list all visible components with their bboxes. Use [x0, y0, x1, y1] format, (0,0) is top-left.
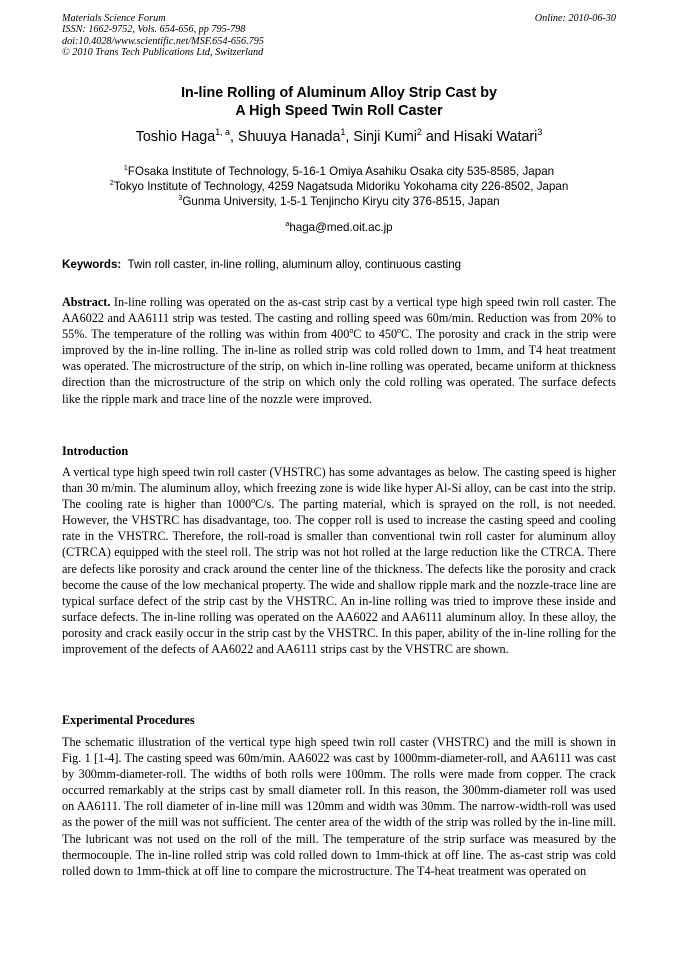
- introduction-heading: Introduction: [62, 444, 129, 458]
- title-line-1: In-line Rolling of Aluminum Alloy Strip Cast by: [181, 85, 497, 101]
- affiliation-2-text: Tokyo Institute of Technology, 4259 Nagatsuda Midoriku Yokohama city 226-8502, Japan: [113, 180, 569, 193]
- abstract-degree-2: o: [397, 326, 402, 336]
- keywords-text: Twin roll caster, in-line rolling, aluminum alloy, continuous casting: [121, 258, 462, 271]
- journal-doi: doi:10.4028/www.scientific.net/MSF.654-656.795: [62, 35, 264, 47]
- abstract-text-2: C to 450: [353, 327, 398, 342]
- author-1: Toshio Haga: [135, 129, 216, 145]
- journal-copyright: © 2010 Trans Tech Publications Ltd, Switzerland: [62, 47, 264, 59]
- introduction-text-2: C/s. The parting material, which is sprayed on the roll, is not needed. However, the VHSTRC has disadvantage, too. The copper roll is used to increase the casting speed and cooling rate in the VHSTRC. Therefore, the roll-road is smaller than conventional twin roll caster for aluminum alloy (CTRCA) equipped with the steel roll. The strip was not hot rolled at the large reduction like the CTRCA. There are defects like porosity and crack around the center line of the thickness. The defects like the porosity and crack become the cause of the low mechanical property. The wide and shallow ripple mark and the nozzle-trace line are typical surface defect of the strip cast by the VHSTRC. An in-line rolling was tried to improve these inside and surface defects. The in-line rolling was operated on the AA6022 and AA6111 aluminum alloy. In these alloy, the porosity and crack easily occur in the strip cast by the VHSTRC. In this paper, ability of the in-line rolling for the improvement of the defects of AA6022 and AA6111 strips cast by the VHSTRC are shown.: [62, 497, 617, 657]
- abstract-label: Abstract.: [62, 295, 111, 309]
- title-line-2: A High Speed Twin Roll Caster: [235, 103, 443, 119]
- abstract-text-1: In-line rolling was operated on the as-cast strip cast by a vertical type high speed twin roll caster. The AA6022 and AA6111 strip was tested. The casting and rolling speed was 60m/min. Reduction was from 20% to 55%. The temperature of the rolling was within from 400: [62, 295, 616, 342]
- introduction-body: [62, 464, 616, 657]
- journal-name: Materials Science Forum: [62, 13, 166, 24]
- journal-header: [62, 13, 616, 59]
- affiliation-3-sup: 3: [178, 193, 183, 203]
- paper-title: [62, 84, 616, 120]
- affiliations: [62, 164, 616, 209]
- contact-email: [62, 220, 616, 235]
- affiliation-3: [62, 194, 616, 209]
- experimental-heading: Experimental Procedures: [62, 713, 195, 727]
- author-2-sup: 1: [340, 127, 346, 138]
- experimental-body: The schematic illustration of the vertical type high speed twin roll caster (VHSTRC) and the mill is shown in Fig. 1 [1-4]. The casting speed was 60m/min. AA6022 was cast by 1000mm-diameter-roll, and AA6111 was cast by 300mm-diameter-roll. The widths of both rolls were 100mm. The rolls were made from copper. The crack occurred remarkably at the strips cast by small diameter roll. In this reason, the 300mm-diameter roll was used on AA6111. The roll diameter of in-line mill was 120mm and width was 30mm. The narrow-width-roll was used as the power of the mill was not sufficient. The center area of the width of the strip was rolled by the in-line mill. The lubricant was not used on the roll of the mill. The temperature of the strip surface was measured by the thermocouple. The in-line rolled strip was cold rolled down to 1mm-thick at off line. The as-cast strip was cold rolled down to 1mm-thick at off line to compare the microstructure. The T4-heat treatment was operated on: [62, 735, 616, 878]
- online-date: Online: 2010-06-30: [534, 13, 616, 24]
- author-1-sup: 1, a: [215, 127, 230, 138]
- affiliation-1-text: FOsaka Institute of Technology, 5-16-1 Omiya Asahiku Osaka city 535-8585, Japan: [127, 165, 555, 178]
- abstract: [62, 294, 616, 407]
- journal-issn: ISSN: 1662-9752, Vols. 654-656, pp 795-798: [62, 24, 246, 36]
- affiliation-3-text: Gunma University, 1-5-1 Tenjincho Kiryu city 376-8515, Japan: [182, 195, 500, 208]
- introduction-degree: o: [251, 496, 256, 506]
- introduction-text-1: A vertical type high speed twin roll caster (VHSTRC) has some advantages as below. The casting speed is higher than 30 m/min. The aluminum alloy, which freezing zone is wide like hyper Al-Si alloy, can be cast into the strip. The cooling rate is higher than 1000: [62, 465, 616, 512]
- author-sep-2: , Sinji Kumi: [345, 129, 417, 145]
- author-list: [62, 128, 616, 146]
- author-sep-3: and Hisaki Watari: [421, 129, 538, 145]
- affiliation-2-sup: 2: [109, 178, 114, 188]
- keywords-label: Keywords:: [62, 258, 122, 271]
- affiliation-1: [62, 164, 616, 179]
- abstract-degree-1: o: [349, 326, 354, 336]
- keywords: [62, 257, 616, 272]
- email-sup: a: [285, 219, 290, 229]
- author-sep-1: , Shuuya Hanada: [229, 129, 341, 145]
- abstract-text-3: C. The porosity and crack in the strip were improved by the in-line rolling. The in-line as rolled strip was cold rolled down to 1mm, and T4 heat treatment was operated. The microstructure of the strip, on which in-line rolling was operated, became uniform at thickness direction than the microstructure of the strip on which only the cold rolling was operated. The surface defects like the ripple mark and trace line of the nozzle were improved.: [62, 327, 617, 406]
- email-address: haga@med.oit.ac.jp: [289, 221, 393, 234]
- affiliation-1-sup: 1: [123, 163, 128, 173]
- author-3-sup: 2: [416, 127, 422, 138]
- affiliation-2: [62, 179, 616, 194]
- author-4-sup: 3: [537, 127, 543, 138]
